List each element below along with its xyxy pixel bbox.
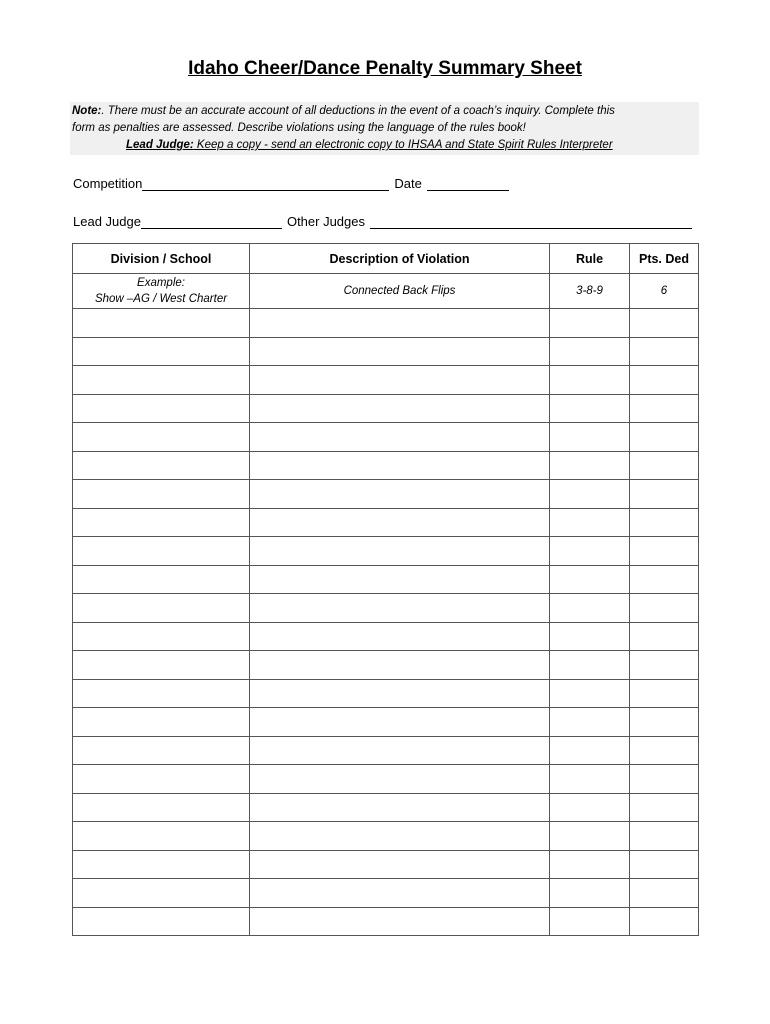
note-box (70, 102, 699, 155)
description-cell[interactable] (250, 879, 550, 908)
division-school-cell[interactable] (73, 765, 250, 794)
description-cell[interactable] (250, 594, 550, 623)
points-cell[interactable] (630, 309, 699, 338)
division-school-cell[interactable] (73, 337, 250, 366)
lead-judge-field[interactable] (141, 214, 282, 229)
note-text-1: . There must be an accurate account of all deductions in the event of a coach’s inquiry. Complete this (101, 105, 615, 117)
note-line-1 (72, 103, 697, 120)
table-row (73, 565, 699, 594)
points-cell[interactable] (630, 594, 699, 623)
description-cell[interactable] (250, 366, 550, 395)
table-row (73, 879, 699, 908)
table-row (73, 594, 699, 623)
table-row (73, 394, 699, 423)
description-cell[interactable] (250, 708, 550, 737)
points-cell[interactable] (630, 651, 699, 680)
division-school-cell[interactable] (73, 594, 250, 623)
rule-cell[interactable] (550, 679, 630, 708)
header-description: Description of Violation (250, 244, 550, 274)
points-cell[interactable] (630, 537, 699, 566)
division-school-cell[interactable] (73, 651, 250, 680)
points-cell[interactable] (630, 879, 699, 908)
note-label: Note: (72, 105, 102, 117)
date-label: Date (394, 176, 422, 191)
table-row (73, 451, 699, 480)
rule-cell[interactable] (550, 337, 630, 366)
division-school-cell[interactable] (73, 679, 250, 708)
rule-cell[interactable] (550, 879, 630, 908)
rule-cell[interactable] (550, 793, 630, 822)
penalty-table (72, 243, 699, 936)
division-school-cell[interactable] (73, 423, 250, 452)
other-judges-field[interactable] (370, 214, 692, 229)
example-division-line-1: Example: (137, 277, 185, 289)
table-row (73, 309, 699, 338)
description-cell[interactable] (250, 337, 550, 366)
lead-judge-note (72, 137, 697, 154)
points-cell[interactable] (630, 451, 699, 480)
description-cell[interactable] (250, 822, 550, 851)
division-school-cell[interactable] (73, 879, 250, 908)
description-cell[interactable] (250, 850, 550, 879)
date-field[interactable] (427, 176, 509, 191)
other-judges-label: Other Judges (286, 214, 365, 229)
table-row (73, 423, 699, 452)
description-cell[interactable] (250, 622, 550, 651)
example-division (73, 274, 250, 309)
judges-row (73, 214, 697, 229)
points-cell[interactable] (630, 480, 699, 509)
description-cell[interactable] (250, 651, 550, 680)
points-cell[interactable] (630, 337, 699, 366)
page-title: Idaho Cheer/Dance Penalty Summary Sheet (188, 58, 582, 79)
division-school-cell[interactable] (73, 622, 250, 651)
competition-label: Competition (73, 176, 143, 191)
points-cell[interactable] (630, 850, 699, 879)
points-cell[interactable] (630, 565, 699, 594)
example-division-line-2: Show –AG / West Charter (94, 293, 228, 305)
division-school-cell[interactable] (73, 480, 250, 509)
competition-field[interactable] (142, 176, 389, 191)
description-cell[interactable] (250, 451, 550, 480)
header-points: Pts. Ded (630, 244, 699, 274)
table-row (73, 708, 699, 737)
rule-cell[interactable] (550, 850, 630, 879)
description-cell[interactable] (250, 793, 550, 822)
division-school-cell[interactable] (73, 309, 250, 338)
table-row (73, 622, 699, 651)
table-header-row (73, 244, 699, 274)
table-row (73, 907, 699, 936)
rule-cell[interactable] (550, 736, 630, 765)
rule-cell[interactable] (550, 366, 630, 395)
rule-cell[interactable] (550, 594, 630, 623)
example-rule: 3-8-9 (550, 274, 630, 309)
rule-cell[interactable] (550, 907, 630, 936)
description-cell[interactable] (250, 565, 550, 594)
division-school-cell[interactable] (73, 822, 250, 851)
example-row (73, 274, 699, 309)
rule-cell[interactable] (550, 451, 630, 480)
description-cell[interactable] (250, 480, 550, 509)
rule-cell[interactable] (550, 508, 630, 537)
table-row (73, 480, 699, 509)
note-line-2: form as penalties are assessed. Describe violations using the language of the rules book! (72, 122, 526, 134)
division-school-cell[interactable] (73, 537, 250, 566)
table-row (73, 337, 699, 366)
points-cell[interactable] (630, 622, 699, 651)
points-cell[interactable] (630, 679, 699, 708)
division-school-cell[interactable] (73, 708, 250, 737)
rule-cell[interactable] (550, 622, 630, 651)
description-cell[interactable] (250, 309, 550, 338)
table-row (73, 508, 699, 537)
points-cell[interactable] (630, 423, 699, 452)
division-school-cell[interactable] (73, 508, 250, 537)
rule-cell[interactable] (550, 423, 630, 452)
rule-cell[interactable] (550, 651, 630, 680)
header-division-school: Division / School (73, 244, 250, 274)
description-cell[interactable] (250, 679, 550, 708)
rule-cell[interactable] (550, 565, 630, 594)
lead-judge-label: Lead Judge (73, 214, 141, 229)
description-cell[interactable] (250, 907, 550, 936)
table-row (73, 679, 699, 708)
rule-cell[interactable] (550, 765, 630, 794)
rule-cell[interactable] (550, 394, 630, 423)
points-cell[interactable] (630, 708, 699, 737)
table-row (73, 793, 699, 822)
points-cell[interactable] (630, 793, 699, 822)
rule-cell[interactable] (550, 822, 630, 851)
table-row (73, 537, 699, 566)
division-school-cell[interactable] (73, 793, 250, 822)
table-row (73, 736, 699, 765)
division-school-cell[interactable] (73, 451, 250, 480)
points-cell[interactable] (630, 736, 699, 765)
example-points: 6 (630, 274, 699, 309)
division-school-cell[interactable] (73, 366, 250, 395)
points-cell[interactable] (630, 508, 699, 537)
division-school-cell[interactable] (73, 850, 250, 879)
rule-cell[interactable] (550, 480, 630, 509)
description-cell[interactable] (250, 537, 550, 566)
example-description: Connected Back Flips (250, 274, 550, 309)
description-cell[interactable] (250, 394, 550, 423)
lead-judge-note-text: Keep a copy - send an electronic copy to IHSAA and State Spirit Rules Interpreter (193, 139, 613, 151)
division-school-cell[interactable] (73, 907, 250, 936)
header-rule: Rule (550, 244, 630, 274)
table-row (73, 822, 699, 851)
rule-cell[interactable] (550, 708, 630, 737)
division-school-cell[interactable] (73, 394, 250, 423)
rule-cell[interactable] (550, 309, 630, 338)
division-school-cell[interactable] (73, 565, 250, 594)
table-row (73, 850, 699, 879)
description-cell[interactable] (250, 423, 550, 452)
description-cell[interactable] (250, 736, 550, 765)
points-cell[interactable] (630, 765, 699, 794)
points-cell[interactable] (630, 366, 699, 395)
lead-judge-note-label: Lead Judge: (126, 139, 194, 151)
description-cell[interactable] (250, 765, 550, 794)
points-cell[interactable] (630, 907, 699, 936)
description-cell[interactable] (250, 508, 550, 537)
division-school-cell[interactable] (73, 736, 250, 765)
table-row (73, 651, 699, 680)
competition-row (73, 176, 514, 191)
rule-cell[interactable] (550, 537, 630, 566)
points-cell[interactable] (630, 822, 699, 851)
table-row (73, 765, 699, 794)
points-cell[interactable] (630, 394, 699, 423)
table-row (73, 366, 699, 395)
